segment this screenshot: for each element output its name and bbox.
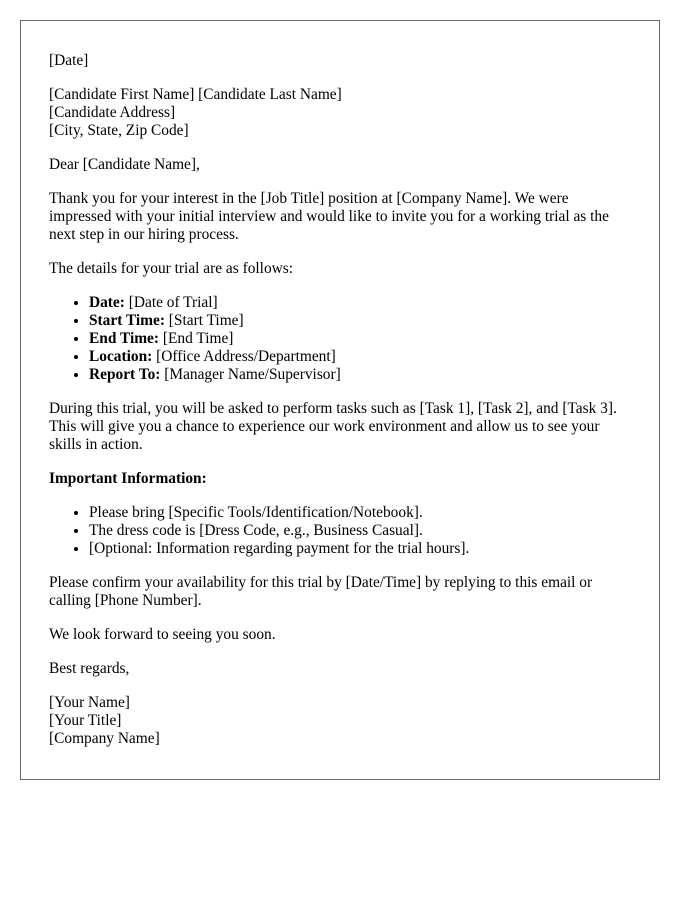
- signature-name: [Your Name]: [49, 694, 130, 711]
- detail-label: Report To:: [89, 366, 161, 383]
- recipient-address-block: [49, 86, 631, 140]
- signature-block: [49, 694, 631, 748]
- intro-paragraph: Thank you for your interest in the [Job Title] position at [Company Name]. We were impressed with your initial interview and would like to invite you for a working trial as the next step in our hiring process.: [49, 190, 609, 243]
- important-info-list: [49, 504, 631, 558]
- details-intro: The details for your trial are as follows:: [49, 260, 294, 277]
- detail-item-date: [89, 294, 631, 312]
- detail-item-end-time: [89, 330, 631, 348]
- trial-details-list: [49, 294, 631, 384]
- detail-item-report-to: [89, 366, 631, 384]
- salutation: Dear [Candidate Name],: [49, 156, 200, 173]
- important-item: • The dress code is [Dress Code, e.g., Business Casual].: [89, 522, 631, 540]
- detail-value: [Start Time]: [164, 312, 244, 329]
- signature-company: [Company Name]: [49, 730, 160, 747]
- letter-date: [Date]: [49, 52, 89, 69]
- recipient-address: [Candidate Address]: [49, 104, 176, 121]
- closing: Best regards,: [49, 660, 130, 677]
- recipient-city-line: [City, State, Zip Code]: [49, 122, 189, 139]
- detail-label: Location:: [89, 348, 153, 365]
- letter-document: [20, 20, 660, 780]
- important-item: • [Optional: Information regarding payment for the trial hours].: [89, 540, 631, 558]
- detail-value: [End Time]: [159, 330, 234, 347]
- detail-label: End Time:: [89, 330, 159, 347]
- important-item: • Please bring [Specific Tools/Identification/Notebook].: [89, 504, 631, 522]
- important-info-heading: Important Information:: [49, 470, 207, 487]
- look-forward-line: We look forward to seeing you soon.: [49, 626, 276, 643]
- signature-title: [Your Title]: [49, 712, 122, 729]
- detail-item-start-time: [89, 312, 631, 330]
- trial-description-paragraph: During this trial, you will be asked to perform tasks such as [Task 1], [Task 2], and [Task 3]. This will give you a chance to experience our work environment and allow us to see your skills in action.: [49, 400, 617, 453]
- detail-label: Date:: [89, 294, 125, 311]
- confirm-paragraph: Please confirm your availability for this trial by [Date/Time] by replying to this email or calling [Phone Number].: [49, 574, 593, 609]
- detail-value: [Manager Name/Supervisor]: [160, 366, 341, 383]
- detail-value: [Date of Trial]: [124, 294, 218, 311]
- detail-label: Start Time:: [89, 312, 165, 329]
- detail-item-location: [89, 348, 631, 366]
- detail-value: [Office Address/Department]: [152, 348, 336, 365]
- recipient-name: [Candidate First Name] [Candidate Last Name]: [49, 86, 342, 103]
